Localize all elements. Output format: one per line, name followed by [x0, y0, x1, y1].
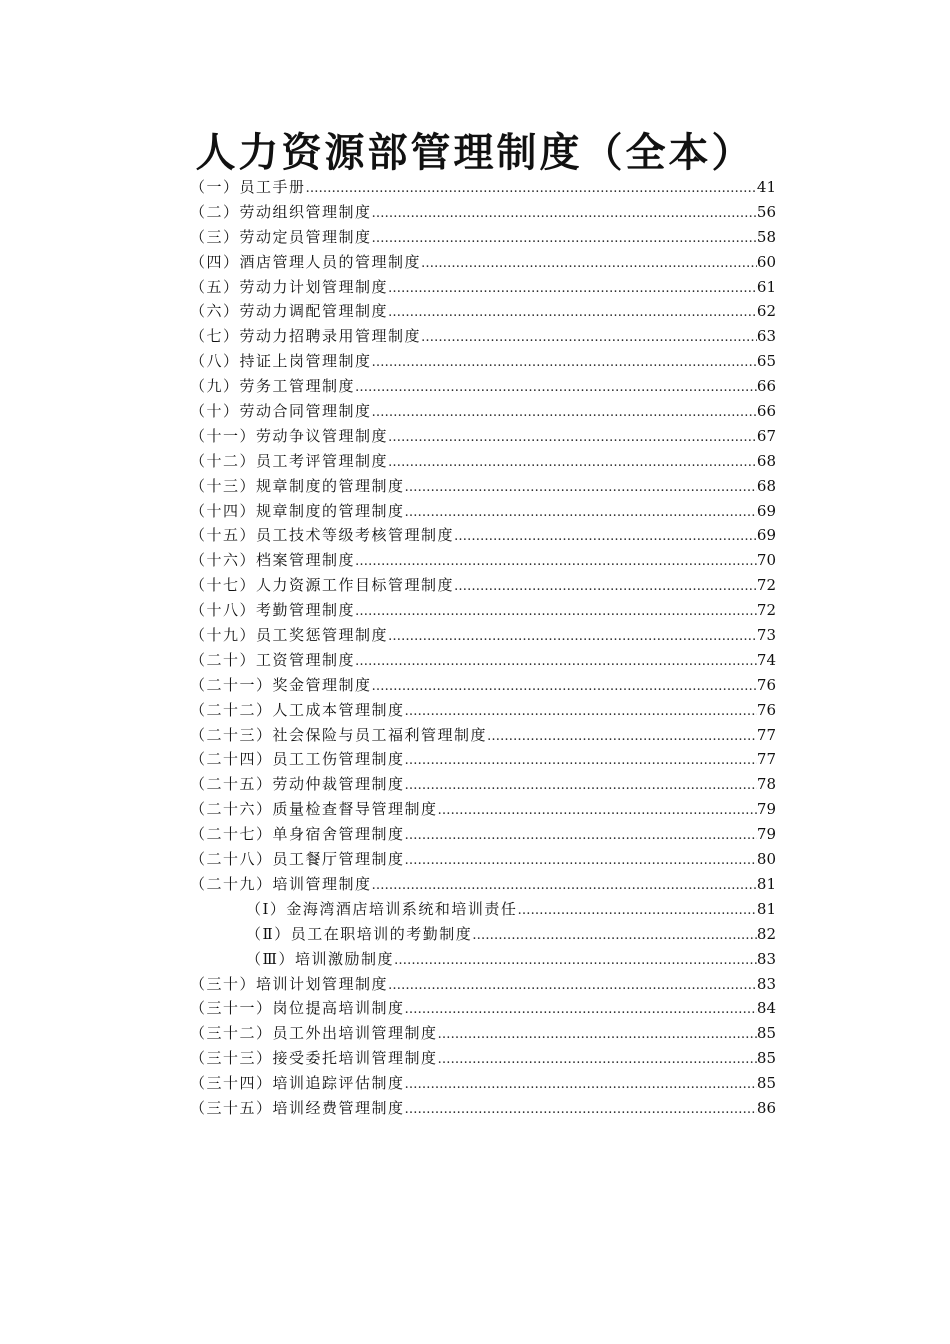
toc-leader-dots	[394, 949, 757, 972]
toc-leader-dots	[472, 924, 757, 947]
toc-leader-dots	[388, 277, 757, 300]
toc-entry[interactable]	[190, 747, 776, 772]
toc-entry-page-number: 81	[756, 899, 776, 918]
toc-entry-label: （十九）员工奖惩管理制度	[190, 626, 389, 645]
page-title: 人力资源部管理制度（全本）	[195, 129, 755, 176]
toc-entry-label: （五）劳动力计划管理制度	[190, 277, 389, 296]
toc-entry-page-number: 85	[756, 1024, 776, 1043]
toc-leader-dots	[405, 749, 757, 772]
toc-entry-page-number: 72	[756, 576, 776, 595]
toc-subentry[interactable]	[190, 897, 776, 922]
toc-entry[interactable]	[190, 474, 776, 499]
toc-leader-dots	[405, 998, 757, 1021]
toc-leader-dots	[372, 675, 757, 698]
toc-entry[interactable]	[190, 972, 776, 997]
toc-entry[interactable]	[190, 797, 776, 822]
toc-entry[interactable]	[190, 847, 776, 872]
toc-entry[interactable]	[190, 1046, 776, 1071]
toc-leader-dots	[372, 227, 757, 250]
toc-entry-page-number: 61	[756, 277, 776, 296]
toc-entry-label: （九）劳务工管理制度	[190, 377, 356, 396]
toc-entry-label: （七）劳动力招聘录用管理制度	[190, 327, 422, 346]
toc-entry-label: （二十五）劳动仲裁管理制度	[190, 775, 405, 794]
toc-leader-dots	[405, 700, 757, 723]
toc-entry-label: （三）劳动定员管理制度	[190, 227, 372, 246]
toc-entry[interactable]	[190, 1096, 776, 1121]
toc-entry[interactable]	[190, 673, 776, 698]
toc-entry-label: （三十）培训计划管理制度	[190, 974, 389, 993]
toc-leader-dots	[388, 301, 757, 324]
toc-leader-dots	[421, 326, 757, 349]
toc-entry-page-number: 80	[756, 850, 776, 869]
toc-entry-page-number: 67	[756, 426, 776, 445]
toc-entry-page-number: 83	[756, 974, 776, 993]
toc-entry-label: （十七）人力资源工作目标管理制度	[190, 576, 455, 595]
toc-entry-page-number: 76	[756, 675, 776, 694]
toc-entry[interactable]	[190, 872, 776, 897]
toc-entry-label: （三十二）员工外出培训管理制度	[190, 1024, 438, 1043]
toc-entry[interactable]	[190, 499, 776, 524]
toc-leader-dots	[405, 1073, 757, 1096]
toc-entry[interactable]	[190, 772, 776, 797]
toc-entry-page-number: 66	[756, 377, 776, 396]
toc-leader-dots	[355, 600, 757, 623]
toc-entry-page-number: 58	[756, 227, 776, 246]
toc-leader-dots	[517, 899, 756, 922]
toc-entry-page-number: 83	[756, 949, 776, 968]
toc-entry-label: （三十一）岗位提高培训制度	[190, 999, 405, 1018]
toc-entry-label: （二）劳动组织管理制度	[190, 202, 372, 221]
toc-entry[interactable]	[190, 349, 776, 374]
toc-entry-page-number: 41	[756, 178, 776, 196]
toc-entry[interactable]	[190, 424, 776, 449]
toc-leader-dots	[405, 824, 757, 847]
toc-entry-label: （三十四）培训追踪评估制度	[190, 1074, 405, 1093]
toc-entry-label: （二十三）社会保险与员工福利管理制度	[190, 725, 488, 744]
toc-entry[interactable]	[190, 449, 776, 474]
toc-leader-dots	[405, 774, 757, 797]
toc-leader-dots	[405, 476, 757, 499]
toc-leader-dots	[372, 202, 757, 225]
toc-leader-dots	[421, 252, 757, 275]
toc-entry-page-number: 81	[756, 874, 776, 893]
toc-entry-label: （十一）劳动争议管理制度	[190, 426, 389, 445]
toc-leader-dots	[355, 650, 757, 673]
table-of-contents	[190, 175, 776, 1121]
toc-entry-page-number: 56	[756, 202, 776, 221]
toc-entry-label: （二十二）人工成本管理制度	[190, 700, 405, 719]
toc-entry-page-number: 77	[756, 750, 776, 769]
toc-entry-label: （二十一）奖金管理制度	[190, 675, 372, 694]
toc-leader-dots	[438, 1023, 757, 1046]
toc-leader-dots	[405, 501, 757, 524]
toc-entry[interactable]	[190, 548, 776, 573]
toc-entry-page-number: 79	[756, 825, 776, 844]
toc-entry-label: （Ⅲ）培训激励制度	[246, 949, 394, 968]
toc-entry-page-number: 65	[756, 352, 776, 371]
toc-leader-dots	[388, 974, 757, 997]
toc-entry-page-number: 68	[756, 451, 776, 470]
toc-leader-dots	[388, 426, 757, 449]
toc-entry-page-number: 85	[756, 1074, 776, 1093]
toc-entry-label: （八）持证上岗管理制度	[190, 352, 372, 371]
toc-entry-page-number: 72	[756, 601, 776, 620]
toc-leader-dots	[454, 575, 757, 598]
toc-entry-page-number: 70	[756, 551, 776, 570]
toc-leader-dots	[438, 799, 757, 822]
toc-entry-page-number: 79	[756, 800, 776, 819]
toc-entry[interactable]	[190, 573, 776, 598]
toc-entry[interactable]	[190, 996, 776, 1021]
toc-leader-dots	[372, 351, 757, 374]
toc-entry[interactable]	[190, 598, 776, 623]
toc-subentry[interactable]	[190, 922, 776, 947]
toc-entry-page-number: 84	[756, 999, 776, 1018]
toc-entry[interactable]	[190, 299, 776, 324]
toc-leader-dots	[438, 1048, 757, 1071]
toc-entry-label: （一）员工手册	[190, 178, 306, 196]
toc-entry-page-number: 69	[756, 526, 776, 545]
toc-entry-page-number: 60	[756, 252, 776, 271]
toc-entry[interactable]	[190, 1071, 776, 1096]
toc-entry[interactable]	[190, 324, 776, 349]
toc-entry[interactable]	[190, 822, 776, 847]
toc-leader-dots	[355, 550, 757, 573]
toc-entry[interactable]	[190, 623, 776, 648]
toc-entry-page-number: 82	[756, 924, 776, 943]
toc-leader-dots	[372, 874, 757, 897]
toc-entry-label: （三十三）接受委托培训管理制度	[190, 1049, 438, 1068]
toc-entry-label: （十四）规章制度的管理制度	[190, 501, 405, 520]
toc-entry[interactable]	[190, 723, 776, 748]
toc-entry-label: （三十五）培训经费管理制度	[190, 1098, 405, 1117]
toc-entry-page-number: 69	[756, 501, 776, 520]
toc-leader-dots	[355, 376, 757, 399]
toc-entry-page-number: 78	[756, 775, 776, 794]
toc-entry-page-number: 66	[756, 402, 776, 421]
toc-leader-dots	[487, 725, 757, 748]
toc-entry-label: （四）酒店管理人员的管理制度	[190, 252, 422, 271]
toc-entry[interactable]	[190, 648, 776, 673]
toc-entry-page-number: 62	[756, 302, 776, 321]
toc-entry-label: （六）劳动力调配管理制度	[190, 302, 389, 321]
toc-entry-label: （十）劳动合同管理制度	[190, 402, 372, 421]
toc-entry[interactable]	[190, 225, 776, 250]
toc-entry-label: （二十八）员工餐厅管理制度	[190, 850, 405, 869]
toc-entry-label: （十二）员工考评管理制度	[190, 451, 389, 470]
toc-leader-dots	[306, 177, 757, 200]
toc-entry-label: （二十七）单身宿舍管理制度	[190, 825, 405, 844]
toc-entry-label: （十五）员工技术等级考核管理制度	[190, 526, 455, 545]
toc-entry[interactable]	[190, 275, 776, 300]
toc-leader-dots	[388, 625, 757, 648]
toc-entry-label: （十八）考勤管理制度	[190, 601, 356, 620]
toc-entry-page-number: 73	[756, 626, 776, 645]
toc-entry-label: （二十六）质量检查督导管理制度	[190, 800, 438, 819]
toc-leader-dots	[405, 849, 757, 872]
toc-entry[interactable]	[190, 200, 776, 225]
toc-entry-label: （Ⅱ）员工在职培训的考勤制度	[246, 924, 473, 943]
toc-entry-label: （十六）档案管理制度	[190, 551, 356, 570]
toc-entry[interactable]	[190, 175, 776, 200]
toc-entry[interactable]	[190, 1021, 776, 1046]
toc-entry-page-number: 77	[756, 725, 776, 744]
toc-entry-page-number: 63	[756, 327, 776, 346]
toc-entry-label: （十三）规章制度的管理制度	[190, 476, 405, 495]
toc-entry-label: （二十四）员工工伤管理制度	[190, 750, 405, 769]
toc-leader-dots	[454, 525, 757, 548]
toc-entry-label: （二十九）培训管理制度	[190, 874, 372, 893]
toc-subentry[interactable]	[190, 947, 776, 972]
toc-entry-label: （二十）工资管理制度	[190, 650, 356, 669]
toc-leader-dots	[388, 451, 757, 474]
toc-entry-page-number: 68	[756, 476, 776, 495]
toc-entry[interactable]	[190, 374, 776, 399]
toc-entry-label: （Ⅰ）金海湾酒店培训系统和培训责任	[246, 899, 518, 918]
toc-entry-page-number: 74	[756, 650, 776, 669]
toc-leader-dots	[405, 1098, 757, 1121]
toc-entry[interactable]	[190, 399, 776, 424]
toc-entry-page-number: 85	[756, 1049, 776, 1068]
toc-entry[interactable]	[190, 250, 776, 275]
toc-entry-page-number: 76	[756, 700, 776, 719]
toc-entry[interactable]	[190, 523, 776, 548]
toc-leader-dots	[372, 401, 757, 424]
toc-entry-page-number: 86	[756, 1098, 776, 1117]
toc-entry[interactable]	[190, 698, 776, 723]
